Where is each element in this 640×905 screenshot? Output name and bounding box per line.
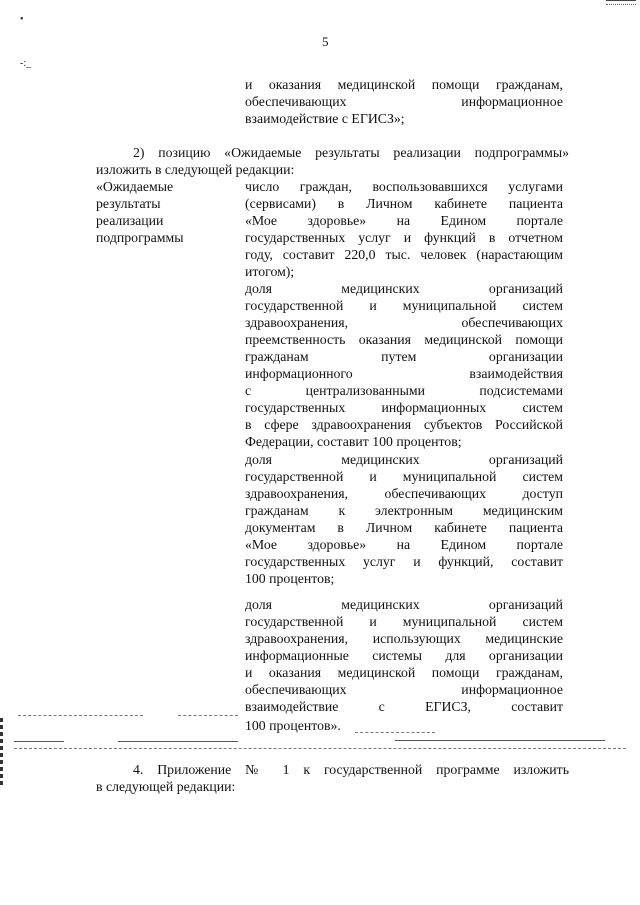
right-line: доля медицинских организаций	[245, 597, 563, 612]
right-line: 100 процентов;	[245, 571, 335, 586]
right-line: гражданам к электронным медицинским	[245, 503, 563, 518]
right-line: доля медицинских организаций	[245, 452, 563, 467]
scan-artifact-top-right	[606, 0, 636, 5]
right-line: число граждан, воспользовавшихся услугами	[245, 179, 563, 194]
right-line: информационного взаимодействия	[245, 366, 563, 381]
label-line-4: подпрограммы	[96, 230, 184, 245]
right-line: итогом);	[245, 264, 295, 279]
right-line: гражданам путем организации	[245, 349, 563, 364]
right-line: преемственность оказания медицинской помощи	[245, 332, 563, 347]
right-line: государственных услуг и функций в отчетном	[245, 230, 563, 245]
label-line-3: реализации	[96, 213, 164, 228]
right-line: документам в Личном кабинете пациента	[245, 520, 563, 535]
right-line: в сфере здравоохранения субъектов Российской	[245, 417, 563, 432]
right-line: Федерации, составит 100 процентов;	[245, 434, 462, 449]
right-line: 100 процентов».	[245, 718, 341, 733]
right-line: «Мое здоровье» на Едином портале	[245, 213, 563, 228]
right-line: здравоохранения, использующих медицинские	[245, 631, 563, 646]
right-line: информационные системы для организации	[245, 648, 563, 663]
para4-line-1: 4. Приложение № 1 к государственной программе изложить	[133, 762, 569, 777]
label-line-2: результаты	[96, 196, 161, 211]
top-line-3: взаимодействие с ЕГИСЗ»;	[245, 111, 405, 126]
right-line: (сервисами) в Личном кабинете пациента	[245, 196, 563, 211]
scan-line	[18, 715, 143, 716]
right-line: взаимодействие с ЕГИСЗ, составит	[245, 699, 563, 714]
page-number: 5	[322, 34, 329, 49]
scan-line	[355, 732, 435, 733]
right-line: доля медицинских организаций	[245, 281, 563, 296]
scan-line	[178, 715, 238, 716]
scan-edge-bar	[0, 718, 3, 788]
right-line: году, составит 220,0 тыс. человек (нарастающим	[245, 247, 563, 262]
scan-mark-dash: -:_	[20, 58, 32, 69]
right-line: государственной и муниципальной систем	[245, 298, 563, 313]
top-line-2: обеспечивающих информационное	[245, 94, 563, 109]
para2-line-2: изложить в следующей редакции:	[96, 162, 295, 177]
para2-line-1: 2) позицию «Ожидаемые результаты реализации подпрограммы»	[133, 145, 569, 160]
right-line: обеспечивающих информационное	[245, 682, 563, 697]
para4-line-2: в следующей редакции:	[96, 779, 236, 794]
right-line: здравоохранения, обеспечивающих доступ	[245, 486, 563, 501]
scan-line	[14, 741, 64, 742]
right-line: государственных информационных систем	[245, 400, 563, 415]
right-line: здравоохранения, обеспечивающих	[245, 315, 563, 330]
right-line: государственных услуг и функций, составит	[245, 554, 563, 569]
right-line: и оказания медицинской помощи гражданам,	[245, 665, 563, 680]
right-line: «Мое здоровье» на Едином портале	[245, 537, 563, 552]
right-line: с централизованными подсистемами	[245, 383, 563, 398]
label-line-1: «Ожидаемые	[96, 179, 174, 194]
top-line-1: и оказания медицинской помощи гражданам,	[245, 77, 563, 92]
scan-line	[14, 748, 626, 749]
scan-line	[118, 741, 238, 742]
scan-mark-dot: •	[20, 14, 24, 25]
right-line: государственной и муниципальной систем	[245, 614, 563, 629]
right-line: государственной и муниципальной систем	[245, 469, 563, 484]
scan-line	[395, 740, 605, 741]
